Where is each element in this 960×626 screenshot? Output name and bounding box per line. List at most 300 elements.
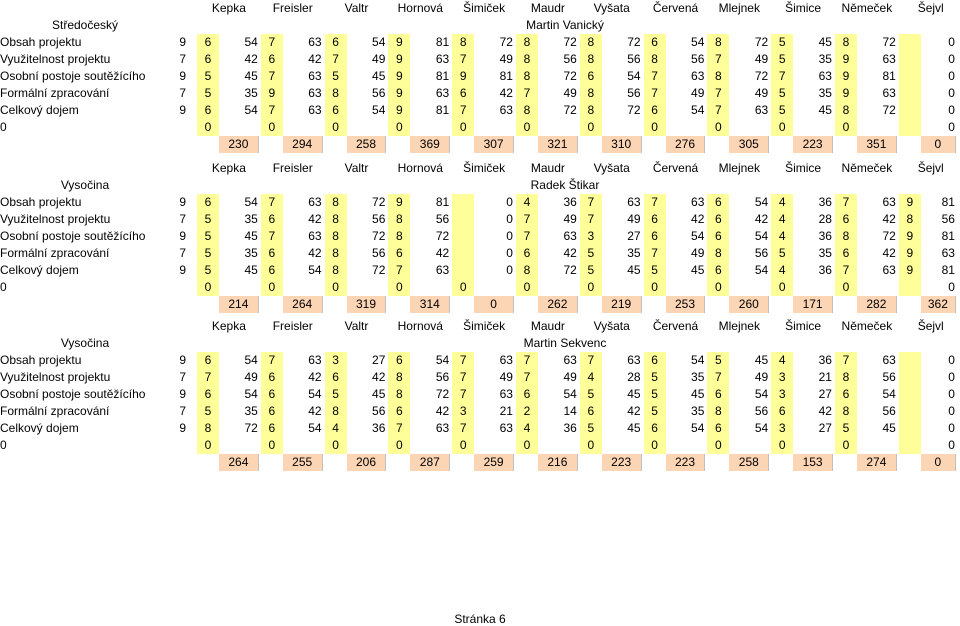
- weighted-score-cell: 54: [244, 103, 258, 117]
- mark-cell: 6: [197, 51, 219, 68]
- weighted-score-cell: 72: [372, 263, 386, 277]
- judge-total-cell: 305: [729, 136, 769, 153]
- weighted-score-cell: 63: [627, 353, 641, 367]
- judge-total-cell: 260: [729, 296, 769, 313]
- weight-cell: 9: [179, 263, 186, 277]
- weighted-score-cell: [602, 437, 641, 454]
- mark-cell: 0: [325, 279, 347, 296]
- weighted-score-cell: 45: [627, 421, 641, 435]
- mark-cell: 0: [452, 119, 474, 136]
- weighted-score-cell: 72: [372, 195, 386, 209]
- criterion-row: [0, 194, 960, 211]
- weighted-score-cell: 72: [627, 35, 641, 49]
- mark-cell: 8: [325, 194, 347, 211]
- mark-cell: 9: [899, 262, 921, 279]
- mark-cell: 6: [261, 262, 283, 279]
- criterion-row: [0, 85, 960, 102]
- mark-cell: 9: [388, 102, 410, 119]
- mark-cell: 9: [261, 85, 283, 102]
- weighted-score-cell: 35: [244, 246, 258, 260]
- mark-cell: 3: [580, 228, 602, 245]
- mark-cell: 7: [261, 194, 283, 211]
- mark-cell: 6: [325, 369, 347, 386]
- mark-cell: 6: [707, 420, 729, 437]
- region-name: Vysočina: [60, 178, 110, 192]
- weighted-score-cell: 56: [882, 404, 896, 418]
- mark-cell: 6: [516, 386, 538, 403]
- mark-cell: 6: [835, 211, 857, 228]
- weighted-score-cell: [857, 437, 896, 454]
- weighted-score-cell: 35: [818, 52, 832, 66]
- mark-cell: 0: [771, 119, 793, 136]
- mark-cell: 0: [771, 279, 793, 296]
- weighted-score-cell: 63: [882, 263, 896, 277]
- weighted-score-cell: 42: [499, 86, 513, 100]
- weight-cell: 9: [179, 421, 186, 435]
- mark-cell: 6: [261, 420, 283, 437]
- weighted-score-cell: 72: [563, 35, 577, 49]
- mark-cell: 8: [388, 386, 410, 403]
- weighted-score-cell: 14: [563, 404, 577, 418]
- weighted-score-cell: 0: [948, 120, 955, 134]
- mark-cell: 6: [197, 34, 219, 51]
- weighted-score-cell: 54: [691, 421, 705, 435]
- judge-total-cell: 310: [602, 136, 642, 153]
- criterion-row: [0, 403, 960, 420]
- criterion-label: Celkový dojem: [0, 103, 79, 117]
- weight-cell: 7: [179, 246, 186, 260]
- mark-cell: 6: [325, 102, 347, 119]
- weighted-score-cell: 45: [818, 35, 832, 49]
- judge-name: Šejvl: [917, 319, 944, 333]
- mark-cell: 8: [388, 228, 410, 245]
- weighted-score-cell: 0: [948, 370, 955, 384]
- weighted-score-cell: 54: [563, 387, 577, 401]
- mark-cell: 6: [580, 403, 602, 420]
- weighted-score-cell: 72: [499, 35, 513, 49]
- mark-cell: 0: [771, 437, 793, 454]
- mark-cell: 0: [707, 279, 729, 296]
- weighted-score-cell: 45: [627, 387, 641, 401]
- weighted-score-cell: 72: [882, 35, 896, 49]
- weighted-score-cell: 28: [627, 370, 641, 384]
- weighted-score-cell: 54: [435, 353, 450, 367]
- weighted-score-cell: 81: [435, 103, 450, 117]
- weighted-score-cell: 42: [882, 212, 896, 226]
- weight-cell: 7: [179, 212, 186, 226]
- weighted-score-cell: 54: [754, 195, 769, 209]
- weighted-score-cell: 56: [372, 246, 386, 260]
- weighted-score-cell: 72: [754, 69, 769, 83]
- criterion-label: Osobní postoje soutěžícího: [0, 229, 146, 243]
- weighted-score-cell: 56: [435, 212, 450, 226]
- mark-cell: 6: [707, 228, 729, 245]
- mark-cell: 5: [644, 386, 666, 403]
- mark-cell: 7: [452, 386, 474, 403]
- weighted-score-cell: 56: [372, 404, 386, 418]
- weighted-score-cell: 63: [308, 229, 322, 243]
- judge-header-row: [0, 0, 960, 17]
- weighted-score-cell: 45: [882, 421, 896, 435]
- criterion-label: 0: [0, 438, 7, 452]
- mark-cell: 8: [388, 211, 410, 228]
- judge-total-cell: 223: [793, 136, 833, 153]
- judge-total-cell: 314: [410, 296, 450, 313]
- mark-cell: 0: [835, 437, 857, 454]
- mark-cell: [899, 85, 921, 102]
- weighted-score-cell: 35: [244, 86, 258, 100]
- mark-cell: [899, 386, 921, 403]
- criterion-row: [0, 437, 960, 454]
- weighted-score-cell: 81: [882, 69, 896, 83]
- mark-cell: 3: [452, 403, 474, 420]
- mark-cell: 0: [707, 119, 729, 136]
- mark-cell: 7: [261, 34, 283, 51]
- judge-total-cell: 0: [921, 454, 956, 471]
- weighted-score-cell: 54: [308, 421, 322, 435]
- mark-cell: 6: [707, 211, 729, 228]
- weighted-score-cell: 56: [627, 52, 641, 66]
- weighted-score-cell: 63: [435, 421, 450, 435]
- criterion-row: [0, 386, 960, 403]
- judge-name: Šimice: [785, 319, 822, 333]
- mark-cell: 8: [707, 403, 729, 420]
- weighted-score-cell: 35: [691, 404, 705, 418]
- criterion-label: 0: [0, 120, 7, 134]
- weighted-score-cell: [219, 437, 258, 454]
- mark-cell: 6: [707, 262, 729, 279]
- judge-total-cell: 264: [283, 296, 323, 313]
- weighted-score-cell: 63: [563, 229, 577, 243]
- judge-name: Šimiček: [463, 319, 506, 333]
- judge-total-cell: 276: [666, 136, 706, 153]
- weight-cell: 7: [179, 404, 186, 418]
- weighted-score-cell: [347, 119, 386, 136]
- mark-cell: 4: [516, 194, 538, 211]
- judge-total-cell: 171: [793, 296, 833, 313]
- judge-name: Mlejnek: [718, 1, 760, 15]
- judge-total-cell: 206: [347, 454, 387, 471]
- weighted-score-cell: 56: [941, 212, 955, 226]
- weighted-score-cell: 35: [691, 370, 705, 384]
- weighted-score-cell: 36: [563, 421, 577, 435]
- mark-cell: 8: [516, 262, 538, 279]
- weighted-score-cell: 0: [506, 246, 513, 260]
- mark-cell: 8: [580, 34, 602, 51]
- mark-cell: 7: [771, 68, 793, 85]
- criterion-label: Obsah projektu: [0, 353, 82, 367]
- judge-name: Kepka: [211, 1, 246, 15]
- judge-name: Němeček: [841, 161, 893, 175]
- judge-name: Vyšata: [593, 161, 630, 175]
- weighted-score-cell: 63: [499, 387, 513, 401]
- weighted-score-cell: 42: [818, 404, 832, 418]
- mark-cell: 0: [580, 279, 602, 296]
- weighted-score-cell: 63: [627, 195, 641, 209]
- mark-cell: 8: [580, 51, 602, 68]
- mark-cell: 7: [516, 211, 538, 228]
- judge-name: Freisler: [272, 1, 313, 15]
- weighted-score-cell: 72: [372, 229, 386, 243]
- mark-cell: 7: [261, 228, 283, 245]
- mark-cell: [899, 420, 921, 437]
- weighted-score-cell: 27: [818, 387, 832, 401]
- judge-total-cell: 351: [857, 136, 897, 153]
- mark-cell: 4: [771, 228, 793, 245]
- weight-cell: 7: [179, 370, 186, 384]
- weighted-score-cell: 49: [627, 212, 641, 226]
- mark-cell: 7: [452, 51, 474, 68]
- weighted-score-cell: 35: [244, 404, 258, 418]
- mark-cell: 7: [452, 352, 474, 369]
- mark-cell: 3: [771, 420, 793, 437]
- weighted-score-cell: 54: [754, 263, 769, 277]
- judge-name: Šimice: [785, 161, 822, 175]
- weighted-score-cell: 42: [435, 246, 450, 260]
- mark-cell: [899, 279, 921, 296]
- weighted-score-cell: [729, 119, 768, 136]
- judge-name: Mlejnek: [718, 319, 760, 333]
- weighted-score-cell: 63: [691, 69, 705, 83]
- weighted-score-cell: [283, 279, 322, 296]
- weighted-score-cell: 45: [244, 69, 258, 83]
- weighted-score-cell: 56: [372, 212, 386, 226]
- mark-cell: 8: [707, 68, 729, 85]
- weighted-score-cell: 63: [882, 353, 896, 367]
- mark-cell: 5: [197, 262, 219, 279]
- weighted-score-cell: 0: [948, 86, 955, 100]
- mark-cell: 5: [197, 85, 219, 102]
- mark-cell: 7: [707, 51, 729, 68]
- weighted-score-cell: 81: [941, 195, 955, 209]
- mark-cell: 9: [899, 228, 921, 245]
- weighted-score-cell: 28: [818, 212, 832, 226]
- weighted-score-cell: 36: [818, 229, 832, 243]
- weight-cell: 9: [179, 229, 186, 243]
- weighted-score-cell: 54: [627, 69, 641, 83]
- weighted-score-cell: [729, 279, 768, 296]
- score-section: [0, 318, 960, 471]
- mark-cell: 5: [580, 420, 602, 437]
- judge-name: Červená: [652, 1, 699, 15]
- criterion-label: Formální zpracování: [0, 246, 110, 260]
- mark-cell: [899, 68, 921, 85]
- weighted-score-cell: 45: [754, 353, 769, 367]
- weighted-score-cell: 35: [244, 212, 258, 226]
- mark-cell: 6: [197, 352, 219, 369]
- weighted-score-cell: 63: [435, 52, 450, 66]
- weighted-score-cell: 72: [627, 103, 641, 117]
- weighted-score-cell: 21: [818, 370, 832, 384]
- mark-cell: 0: [325, 119, 347, 136]
- mark-cell: 6: [835, 386, 857, 403]
- weighted-score-cell: [474, 119, 513, 136]
- judge-name: Červená: [652, 319, 699, 333]
- mark-cell: 5: [771, 245, 793, 262]
- weighted-score-cell: [538, 437, 577, 454]
- mark-cell: [452, 245, 474, 262]
- mark-cell: 0: [388, 279, 410, 296]
- weighted-score-cell: [347, 279, 386, 296]
- weight-cell: [166, 279, 186, 296]
- weight-cell: 9: [179, 353, 186, 367]
- mark-cell: 6: [644, 420, 666, 437]
- mark-cell: [899, 102, 921, 119]
- weighted-score-cell: 81: [941, 229, 955, 243]
- mark-cell: 8: [452, 34, 474, 51]
- mark-cell: 4: [771, 194, 793, 211]
- mark-cell: 6: [197, 386, 219, 403]
- region-name: Vysočina: [60, 336, 110, 350]
- mark-cell: 7: [835, 262, 857, 279]
- judge-name: Šejvl: [917, 161, 944, 175]
- mark-cell: [899, 437, 921, 454]
- mark-cell: 8: [325, 403, 347, 420]
- weighted-score-cell: 49: [754, 52, 769, 66]
- judge-total-cell: 219: [602, 296, 642, 313]
- weight-cell: 9: [179, 69, 186, 83]
- mark-cell: 8: [325, 85, 347, 102]
- judge-total-cell: 321: [538, 136, 578, 153]
- mark-cell: 8: [835, 34, 857, 51]
- mark-cell: 5: [197, 68, 219, 85]
- page-footer: Stránka 6: [454, 612, 506, 626]
- mark-cell: 7: [835, 194, 857, 211]
- mark-cell: 9: [388, 51, 410, 68]
- weighted-score-cell: 27: [818, 421, 832, 435]
- weighted-score-cell: 54: [244, 387, 258, 401]
- weighted-score-cell: 56: [627, 86, 641, 100]
- weighted-score-cell: 42: [691, 212, 705, 226]
- judge-name: Šejvl: [917, 1, 944, 15]
- weighted-score-cell: 0: [948, 35, 955, 49]
- region-name: Středočeský: [51, 18, 119, 32]
- weighted-score-cell: 63: [499, 103, 513, 117]
- weighted-score-cell: [538, 119, 577, 136]
- judge-name: Vyšata: [593, 1, 630, 15]
- criterion-row: [0, 68, 960, 85]
- mark-cell: 0: [644, 119, 666, 136]
- judge-name: Vyšata: [593, 319, 630, 333]
- weighted-score-cell: 72: [244, 421, 258, 435]
- judge-total-cell: 307: [474, 136, 514, 153]
- mark-cell: 5: [771, 51, 793, 68]
- mark-cell: 0: [516, 119, 538, 136]
- weighted-score-cell: 54: [754, 387, 769, 401]
- mark-cell: 7: [516, 352, 538, 369]
- criterion-label: Formální zpracování: [0, 86, 110, 100]
- mark-cell: 8: [516, 102, 538, 119]
- mark-cell: 6: [261, 245, 283, 262]
- mark-cell: 8: [835, 102, 857, 119]
- judge-name: Němeček: [841, 1, 893, 15]
- weighted-score-cell: 42: [308, 246, 322, 260]
- weighted-score-cell: [857, 119, 896, 136]
- weighted-score-cell: 72: [435, 229, 450, 243]
- mark-cell: 6: [388, 403, 410, 420]
- weighted-score-cell: 0: [948, 438, 955, 452]
- judge-name: Valtr: [344, 161, 369, 175]
- mark-cell: 7: [452, 369, 474, 386]
- mark-cell: 8: [388, 369, 410, 386]
- criterion-label: 0: [0, 280, 7, 294]
- weighted-score-cell: 49: [563, 86, 577, 100]
- mark-cell: 4: [771, 262, 793, 279]
- mark-cell: 0: [580, 437, 602, 454]
- weighted-score-cell: 0: [506, 229, 513, 243]
- criterion-label: Osobní postoje soutěžícího: [0, 387, 146, 401]
- mark-cell: 4: [325, 420, 347, 437]
- mark-cell: 9: [899, 194, 921, 211]
- mark-cell: 6: [261, 386, 283, 403]
- judge-name: Valtr: [344, 1, 369, 15]
- mark-cell: 7: [707, 369, 729, 386]
- criterion-label: Obsah projektu: [0, 195, 82, 209]
- weighted-score-cell: 35: [818, 86, 832, 100]
- weighted-score-cell: 42: [435, 404, 450, 418]
- weighted-score-cell: [283, 119, 322, 136]
- weighted-score-cell: 63: [563, 353, 577, 367]
- judge-name: Maudr: [530, 1, 565, 15]
- mark-cell: 0: [644, 279, 666, 296]
- weighted-score-cell: 63: [882, 195, 896, 209]
- criterion-label: Formální zpracování: [0, 404, 110, 418]
- mark-cell: 3: [771, 386, 793, 403]
- weighted-score-cell: 63: [882, 86, 896, 100]
- mark-cell: 4: [771, 352, 793, 369]
- mark-cell: [452, 228, 474, 245]
- weighted-score-cell: 63: [308, 35, 322, 49]
- criterion-row: [0, 352, 960, 369]
- weighted-score-cell: 81: [941, 263, 955, 277]
- mark-cell: 0: [261, 119, 283, 136]
- weighted-score-cell: [666, 437, 705, 454]
- judge-name: Šimiček: [463, 1, 506, 15]
- weighted-score-cell: 63: [499, 353, 513, 367]
- weight-cell: 9: [179, 103, 186, 117]
- mark-cell: 7: [452, 420, 474, 437]
- judge-total-cell: 255: [283, 454, 323, 471]
- judge-total-cell: 362: [921, 296, 956, 313]
- judge-name: Šimice: [785, 1, 822, 15]
- mark-cell: 6: [771, 403, 793, 420]
- mark-cell: 5: [325, 386, 347, 403]
- weighted-score-cell: 0: [506, 212, 513, 226]
- judge-name: Červená: [652, 161, 699, 175]
- judge-total-cell: 258: [729, 454, 769, 471]
- weighted-score-cell: 81: [435, 69, 450, 83]
- mark-cell: 6: [261, 403, 283, 420]
- mark-cell: 8: [325, 262, 347, 279]
- weighted-score-cell: [347, 437, 386, 454]
- mark-cell: 6: [388, 245, 410, 262]
- weighted-score-cell: 56: [563, 52, 577, 66]
- judge-name: Hornová: [397, 319, 443, 333]
- mark-cell: [899, 403, 921, 420]
- mark-cell: 0: [452, 279, 474, 296]
- weighted-score-cell: 35: [818, 246, 832, 260]
- weighted-score-cell: [538, 279, 577, 296]
- mark-cell: 0: [644, 437, 666, 454]
- weighted-score-cell: 36: [818, 263, 832, 277]
- judge-total-cell: 287: [410, 454, 450, 471]
- weighted-score-cell: [793, 437, 832, 454]
- mark-cell: 5: [197, 403, 219, 420]
- weight-cell: 9: [179, 387, 186, 401]
- mark-cell: 0: [707, 437, 729, 454]
- weighted-score-cell: 0: [506, 263, 513, 277]
- weighted-score-cell: 42: [308, 370, 322, 384]
